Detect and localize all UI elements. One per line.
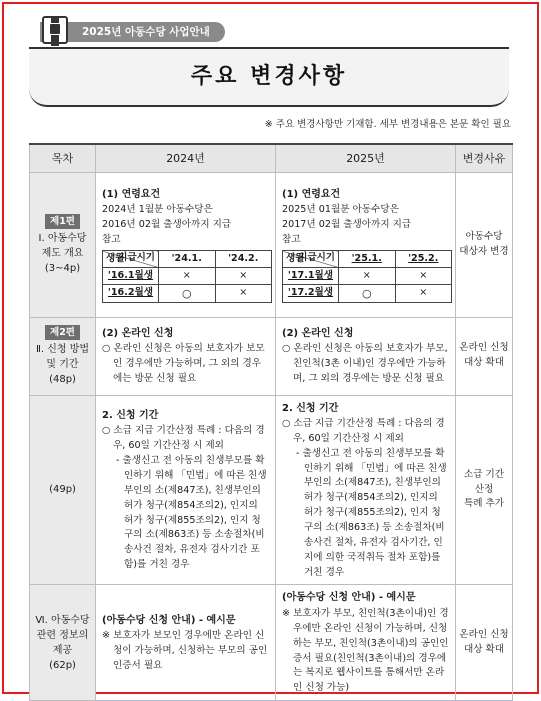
- birth-month-label: '16.2월생: [103, 285, 159, 303]
- section-line: 관련 정보의: [36, 629, 89, 641]
- table-row: [30, 585, 513, 701]
- section-line: Ⅵ. 아동수당: [35, 614, 90, 626]
- reason-cell: [456, 317, 513, 395]
- col-header-reason: 변경사유: [456, 144, 513, 172]
- section-line: 제도 개요: [41, 247, 84, 259]
- reason-line: 아동수당: [465, 230, 503, 242]
- item-text: ※ 보호자가 부모, 친인척(3촌이내)인 경우에만 온라인 신청이 가능하며, 신청하는 부모, 친인척(3촌이내)의 공인인증서 필요(친인척(3촌이내)의 경우에는 복지로 웹사이트를 통해서만 온라인 신청 가능): [282, 607, 449, 694]
- section-page: (3~4p): [44, 262, 81, 274]
- reason-line: 온라인 신청: [459, 342, 509, 354]
- changes-table: [29, 143, 513, 701]
- item-heading: (아동수당 신청 안내) - 예시문: [102, 614, 236, 626]
- eligibility-table: [102, 250, 272, 303]
- period-header: '24.1.: [159, 251, 216, 268]
- birth-month-label: '17.1월생: [283, 268, 339, 285]
- reason-line: 소급 기간 산정: [463, 468, 505, 495]
- cell-2025: [276, 585, 456, 701]
- diag-header: 지급시기 생월: [283, 251, 339, 268]
- header-tag: 2025년 아동수당 사업안내: [40, 22, 225, 42]
- period-header: '24.2.: [215, 251, 272, 268]
- reason-line: 특례 추가: [463, 498, 505, 510]
- section-line: Ⅰ. 아동수당: [38, 232, 87, 244]
- item-line: 참고: [282, 234, 301, 246]
- period-header: '25.2.: [395, 251, 452, 268]
- item-text: ○ 소급 지급 기간산정 특례 : 다음의 경우, 60일 기간산정 시 제외: [102, 425, 265, 452]
- item-text: ○ 온라인 신청은 아동의 보호자가 부모, 친인척(3촌 이내)인 경우에만 가능하며, 그 외의 경우에는 방문 신청 필요: [282, 343, 448, 385]
- page-title: 주요 변경사항: [190, 64, 348, 89]
- table-row: [30, 395, 513, 585]
- section-tag: 제1편: [45, 214, 80, 229]
- reason-line: 온라인 신청: [459, 628, 509, 640]
- item-line: 2025년 01월분 아동수당은: [282, 204, 399, 216]
- book-icon: [42, 16, 68, 44]
- cell-2025: [276, 395, 456, 585]
- table-row: [30, 317, 513, 395]
- section-cell: [30, 585, 96, 701]
- item-text: ○ 소급 지급 기간산정 특례 : 다음의 경우, 60일 기간산정 시 제외: [282, 418, 445, 444]
- cell-2025: [276, 317, 456, 395]
- cell-2024: [96, 317, 276, 395]
- reason-line: 대상 확대: [463, 643, 505, 655]
- cell-2024: [96, 395, 276, 585]
- item-heading: (1) 연령요건: [282, 188, 341, 200]
- diag-header: 지급시기 생월: [103, 251, 159, 268]
- reason-line: 대상자 변경: [459, 245, 509, 257]
- section-page: (48p): [49, 374, 76, 385]
- eligibility-mark: ○: [339, 285, 396, 303]
- section-tag: 제2편: [45, 325, 80, 340]
- cell-2024: [96, 172, 276, 317]
- title-box: [29, 47, 509, 107]
- eligibility-mark: ×: [215, 268, 272, 285]
- item-heading: (아동수당 신청 안내) - 예시문: [282, 592, 416, 604]
- col-header-2025: 2025년: [276, 144, 456, 172]
- item-text: - 출생신고 전 아동의 친생부모를 확인하기 위해 「민법」에 따른 친생부인의 소(제847조), 친생부인의 허가 청구(제854조의2), 인지의 허가 청구(제855조의2), 인지 청구의 소(제863조) 등 소송절차(비송사건 절차, 유전자 검사기간, 인지에 의한 국적취득 절차 포함)를 거친 경우: [296, 447, 447, 578]
- eligibility-mark: ×: [159, 268, 216, 285]
- section-line: Ⅱ. 신청 방법: [35, 344, 90, 355]
- period-header: '25.1.: [339, 251, 396, 268]
- eligibility-mark: ×: [395, 285, 452, 303]
- cell-2025: [276, 172, 456, 317]
- section-page: (49p): [49, 484, 76, 496]
- item-line: 참고: [102, 234, 121, 246]
- eligibility-table: [282, 250, 452, 303]
- eligibility-mark: ×: [339, 268, 396, 285]
- item-heading: 2. 신청 기간: [102, 409, 159, 421]
- col-header-toc: 목차: [30, 144, 96, 172]
- section-cell: [30, 172, 96, 317]
- item-heading: (2) 온라인 신청: [282, 327, 354, 339]
- section-line: 및 기간: [46, 359, 79, 370]
- item-line: 2024년 1월분 아동수당은: [102, 204, 213, 216]
- item-line: 2017년 02월 출생아까지 지급: [282, 219, 412, 231]
- section-line: 제공: [52, 644, 73, 656]
- birth-month-label: '17.2월생: [283, 285, 339, 303]
- header-note: ※ 주요 변경사항만 기재함. 세부 변경내용은 본문 확인 필요: [264, 119, 511, 130]
- table-header-row: [30, 144, 513, 172]
- birth-month-label: '16.1월생: [103, 268, 159, 285]
- reason-cell: [456, 395, 513, 585]
- cell-2024: [96, 585, 276, 701]
- eligibility-mark: ×: [395, 268, 452, 285]
- item-heading: (1) 연령요건: [102, 188, 161, 200]
- col-header-2024: 2024년: [96, 144, 276, 172]
- item-line: 2016년 02월 출생아까지 지급: [102, 219, 232, 231]
- reason-line: 대상 확대: [463, 357, 505, 368]
- eligibility-mark: ○: [159, 285, 216, 303]
- item-heading: (2) 온라인 신청: [102, 327, 174, 339]
- item-text: ○ 온라인 신청은 아동의 보호자가 보모인 경우에만 가능하며, 그 외의 경우에는 방문 신청 필요: [102, 343, 265, 385]
- section-cell: [30, 395, 96, 585]
- eligibility-mark: ×: [215, 285, 272, 303]
- section-cell: [30, 317, 96, 395]
- item-heading: 2. 신청 기간: [282, 402, 339, 414]
- section-page: (62p): [49, 659, 76, 671]
- item-text: ※ 보호자가 보모인 경우에만 온라인 신청이 가능하며, 신청하는 부모의 공인인증서 필요: [102, 630, 268, 671]
- reason-cell: [456, 585, 513, 701]
- item-text: - 출생신고 전 아동의 친생부모를 확인하기 위해 「민법」에 따른 친생부인의 소(제847조), 친생부인의 허가 청구(제854조의2), 인지의 허가 청구(제855조의2), 인지 청구의 소(제863조) 등 소송절차(비송사건 절차, 유전자 검사기간 포함)를 거친 경우: [116, 455, 267, 571]
- table-row: [30, 172, 513, 317]
- reason-cell: [456, 172, 513, 317]
